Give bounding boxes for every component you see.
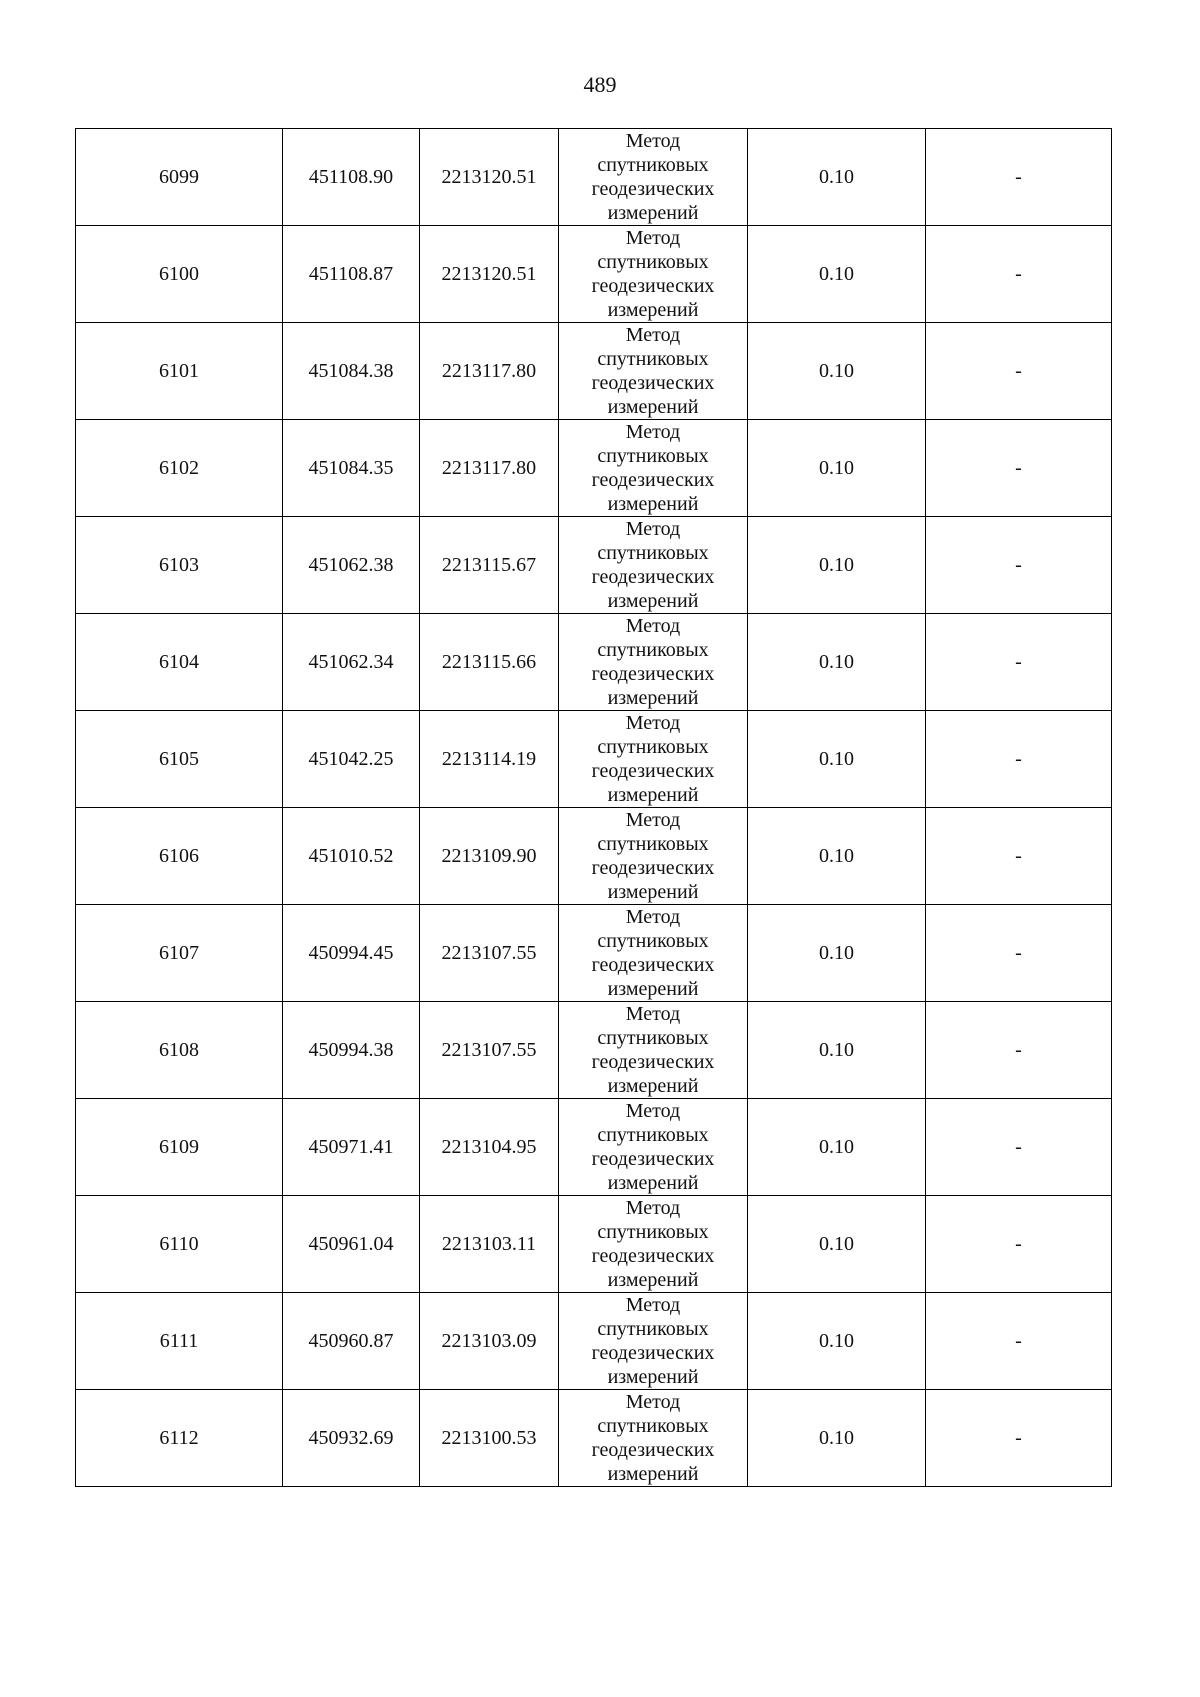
y-coordinate-cell: 2213120.51: [420, 226, 559, 323]
method-text-line: спутниковых: [597, 639, 709, 661]
coordinates-table: [75, 128, 1112, 1487]
method-cell: [559, 1099, 748, 1196]
y-coordinate-cell: 2213117.80: [420, 323, 559, 420]
method-cell: [559, 323, 748, 420]
y-coordinate-cell: 2213103.11: [420, 1196, 559, 1293]
method-text-line: геодезических: [591, 1342, 715, 1364]
table-row: [76, 323, 1112, 420]
note-cell: -: [926, 1002, 1112, 1099]
method-text-line: Метод: [625, 1197, 681, 1219]
method-text-line: спутниковых: [597, 736, 709, 758]
method-text-line: спутниковых: [597, 833, 709, 855]
method-text-line: измерений: [607, 784, 699, 806]
method-text-line: Метод: [625, 1003, 681, 1025]
method-cell: [559, 1196, 748, 1293]
x-coordinate-cell: 450971.41: [283, 1099, 420, 1196]
note-cell: -: [926, 517, 1112, 614]
method-text-line: спутниковых: [597, 1221, 709, 1243]
point-number-cell: 6112: [76, 1390, 283, 1487]
note-cell: -: [926, 420, 1112, 517]
method-text-line: Метод: [625, 421, 681, 443]
method-text-line: измерений: [607, 978, 699, 1000]
method-text-line: спутниковых: [597, 251, 709, 273]
table-row: [76, 808, 1112, 905]
method-cell: [559, 905, 748, 1002]
note-cell: -: [926, 711, 1112, 808]
method-text-line: Метод: [625, 130, 681, 152]
y-coordinate-cell: 2213104.95: [420, 1099, 559, 1196]
x-coordinate-cell: 451010.52: [283, 808, 420, 905]
method-text-line: геодезических: [591, 372, 715, 394]
method-text-line: геодезических: [591, 954, 715, 976]
method-text-line: Метод: [625, 712, 681, 734]
method-text-line: спутниковых: [597, 445, 709, 467]
method-text-line: Метод: [625, 906, 681, 928]
accuracy-cell: 0.10: [748, 711, 926, 808]
method-text-line: геодезических: [591, 566, 715, 588]
method-text-line: геодезических: [591, 760, 715, 782]
method-text-line: спутниковых: [597, 348, 709, 370]
point-number-cell: 6110: [76, 1196, 283, 1293]
method-text-line: измерений: [607, 590, 699, 612]
method-text-line: измерений: [607, 202, 699, 224]
point-number-cell: 6103: [76, 517, 283, 614]
method-text-line: спутниковых: [597, 1415, 709, 1437]
table-row: [76, 905, 1112, 1002]
point-number-cell: 6109: [76, 1099, 283, 1196]
point-number-cell: 6100: [76, 226, 283, 323]
accuracy-cell: 0.10: [748, 905, 926, 1002]
table-row: [76, 1293, 1112, 1390]
method-text-line: измерений: [607, 1463, 699, 1485]
x-coordinate-cell: 451042.25: [283, 711, 420, 808]
method-text-line: спутниковых: [597, 1318, 709, 1340]
note-cell: -: [926, 808, 1112, 905]
method-text-line: Метод: [625, 809, 681, 831]
method-text-line: геодезических: [591, 663, 715, 685]
table-row: [76, 226, 1112, 323]
method-cell: [559, 129, 748, 226]
accuracy-cell: 0.10: [748, 1099, 926, 1196]
method-cell: [559, 1390, 748, 1487]
y-coordinate-cell: 2213120.51: [420, 129, 559, 226]
accuracy-cell: 0.10: [748, 1390, 926, 1487]
method-cell: [559, 517, 748, 614]
method-text-line: спутниковых: [597, 542, 709, 564]
x-coordinate-cell: 451062.34: [283, 614, 420, 711]
page-number: 489: [583, 72, 617, 97]
table-row: [76, 711, 1112, 808]
y-coordinate-cell: 2213100.53: [420, 1390, 559, 1487]
method-cell: [559, 614, 748, 711]
note-cell: -: [926, 129, 1112, 226]
method-text-line: Метод: [625, 324, 681, 346]
x-coordinate-cell: 451062.38: [283, 517, 420, 614]
method-cell: [559, 1002, 748, 1099]
method-text-line: Метод: [625, 227, 681, 249]
table-row: [76, 129, 1112, 226]
x-coordinate-cell: 451084.35: [283, 420, 420, 517]
table-row: [76, 1099, 1112, 1196]
note-cell: -: [926, 226, 1112, 323]
method-text-line: спутниковых: [597, 1027, 709, 1049]
point-number-cell: 6105: [76, 711, 283, 808]
accuracy-cell: 0.10: [748, 1293, 926, 1390]
point-number-cell: 6106: [76, 808, 283, 905]
y-coordinate-cell: 2213103.09: [420, 1293, 559, 1390]
note-cell: -: [926, 905, 1112, 1002]
point-number-cell: 6104: [76, 614, 283, 711]
method-text-line: измерений: [607, 396, 699, 418]
method-text-line: геодезических: [591, 857, 715, 879]
note-cell: -: [926, 1196, 1112, 1293]
method-text-line: измерений: [607, 1172, 699, 1194]
method-text-line: измерений: [607, 493, 699, 515]
method-text-line: измерений: [607, 687, 699, 709]
method-text-line: геодезических: [591, 178, 715, 200]
table-row: [76, 420, 1112, 517]
y-coordinate-cell: 2213115.66: [420, 614, 559, 711]
note-cell: -: [926, 614, 1112, 711]
point-number-cell: 6111: [76, 1293, 283, 1390]
method-text-line: Метод: [625, 1294, 681, 1316]
note-cell: -: [926, 1390, 1112, 1487]
x-coordinate-cell: 450932.69: [283, 1390, 420, 1487]
table-row: [76, 614, 1112, 711]
x-coordinate-cell: 451084.38: [283, 323, 420, 420]
table-row: [76, 1002, 1112, 1099]
point-number-cell: 6102: [76, 420, 283, 517]
x-coordinate-cell: 450994.45: [283, 905, 420, 1002]
method-text-line: геодезических: [591, 1051, 715, 1073]
method-text-line: спутниковых: [597, 930, 709, 952]
accuracy-cell: 0.10: [748, 323, 926, 420]
accuracy-cell: 0.10: [748, 614, 926, 711]
method-cell: [559, 808, 748, 905]
y-coordinate-cell: 2213109.90: [420, 808, 559, 905]
method-text-line: геодезических: [591, 1439, 715, 1461]
point-number-cell: 6107: [76, 905, 283, 1002]
method-text-line: Метод: [625, 1391, 681, 1413]
method-text-line: измерений: [607, 1366, 699, 1388]
method-text-line: Метод: [625, 518, 681, 540]
y-coordinate-cell: 2213117.80: [420, 420, 559, 517]
method-text-line: Метод: [625, 1100, 681, 1122]
method-cell: [559, 711, 748, 808]
note-cell: -: [926, 323, 1112, 420]
method-text-line: измерений: [607, 299, 699, 321]
accuracy-cell: 0.10: [748, 517, 926, 614]
method-text-line: геодезических: [591, 1148, 715, 1170]
method-text-line: Метод: [625, 615, 681, 637]
method-cell: [559, 226, 748, 323]
table-row: [76, 1390, 1112, 1487]
note-cell: -: [926, 1099, 1112, 1196]
x-coordinate-cell: 450994.38: [283, 1002, 420, 1099]
method-text-line: геодезических: [591, 275, 715, 297]
table-row: [76, 517, 1112, 614]
y-coordinate-cell: 2213107.55: [420, 1002, 559, 1099]
point-number-cell: 6101: [76, 323, 283, 420]
x-coordinate-cell: 450961.04: [283, 1196, 420, 1293]
method-text-line: геодезических: [591, 469, 715, 491]
x-coordinate-cell: 450960.87: [283, 1293, 420, 1390]
accuracy-cell: 0.10: [748, 1196, 926, 1293]
accuracy-cell: 0.10: [748, 129, 926, 226]
point-number-cell: 6108: [76, 1002, 283, 1099]
x-coordinate-cell: 451108.90: [283, 129, 420, 226]
accuracy-cell: 0.10: [748, 226, 926, 323]
y-coordinate-cell: 2213107.55: [420, 905, 559, 1002]
accuracy-cell: 0.10: [748, 808, 926, 905]
method-text-line: спутниковых: [597, 1124, 709, 1146]
method-text-line: измерений: [607, 1269, 699, 1291]
note-cell: -: [926, 1293, 1112, 1390]
y-coordinate-cell: 2213115.67: [420, 517, 559, 614]
method-text-line: измерений: [607, 881, 699, 903]
table-body: [76, 129, 1112, 1487]
method-text-line: геодезических: [591, 1245, 715, 1267]
point-number-cell: 6099: [76, 129, 283, 226]
table-row: [76, 1196, 1112, 1293]
method-text-line: измерений: [607, 1075, 699, 1097]
accuracy-cell: 0.10: [748, 1002, 926, 1099]
x-coordinate-cell: 451108.87: [283, 226, 420, 323]
y-coordinate-cell: 2213114.19: [420, 711, 559, 808]
method-cell: [559, 420, 748, 517]
accuracy-cell: 0.10: [748, 420, 926, 517]
method-text-line: спутниковых: [597, 154, 709, 176]
method-cell: [559, 1293, 748, 1390]
